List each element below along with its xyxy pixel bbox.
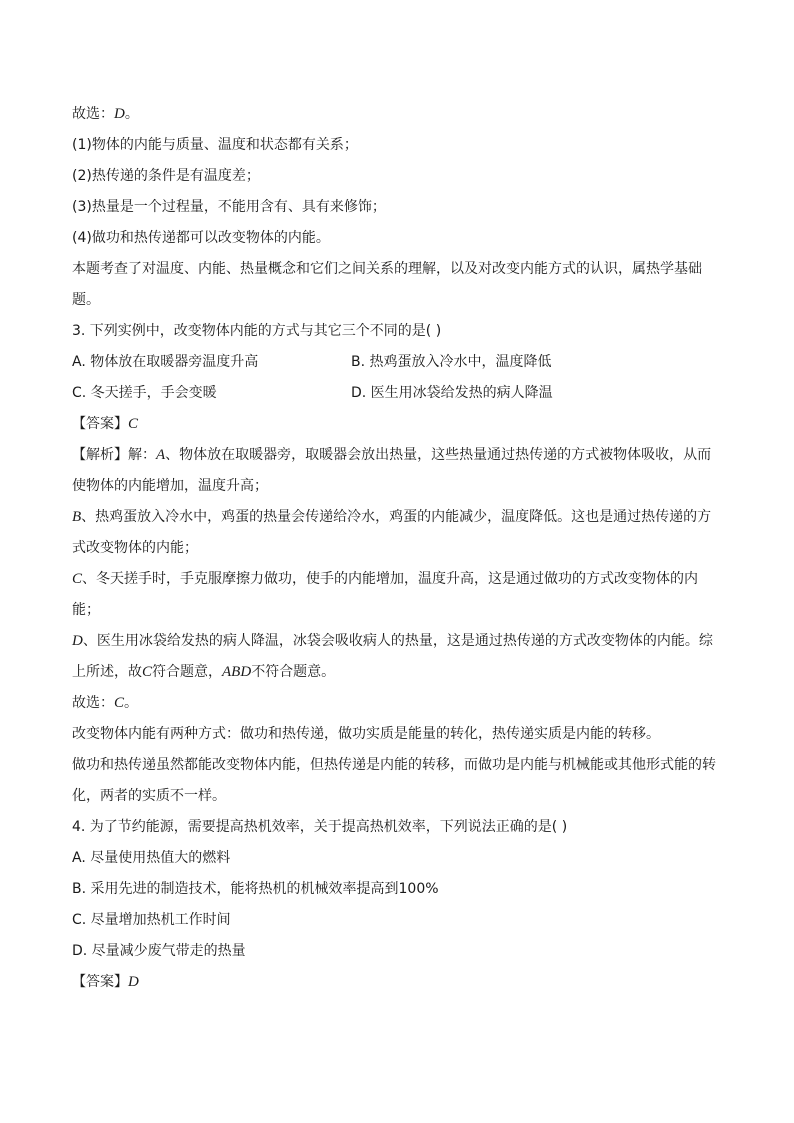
q3-analysis-d [72,626,722,688]
q2-choose-line [72,99,722,130]
choose-answer: C [114,695,125,711]
choose-prefix: 故选： [72,106,114,122]
q4-option-c: C. 尽量增加热机工作时间 [72,912,231,928]
answer-label: 【答案】 [72,416,128,432]
q2-point-1: (1)物体的内能与质量、温度和状态都有关系； [72,137,358,153]
q3-note-2: 做功和热传递虽然都能改变物体内能，但热传递是内能的转移，而做功是内能与机械能或其他形式能的转化，两者的实质不一样。 [72,757,716,804]
q3-stem: 3. 下列实例中，改变物体内能的方式与其它三个不同的是( ) [72,323,442,339]
analysis-d-abd: ABD [222,664,252,680]
choose-prefix: 故选： [72,695,114,711]
q3-options-row-1 [72,347,722,378]
choose-suffix: 。 [124,695,139,711]
option-letter-d: D [72,633,83,649]
q3-note-1: 改变物体内能有两种方式：做功和热传递，做功实质是能量的转化，热传递实质是内能的转移。 [72,726,660,742]
q3-option-b: B. 热鸡蛋放入冷水中，温度降低 [351,354,552,370]
q3-option-a: A. 物体放在取暖器旁温度升高 [72,354,259,370]
q3-options-row-2 [72,378,722,409]
choose-answer: D [114,106,125,122]
q4-answer: D [128,974,139,990]
analysis-lead: 解： [128,447,156,463]
q3-option-c: C. 冬天搓手，手会变暖 [72,385,217,401]
q3-analysis-c [72,564,722,626]
q4-answer-line [72,967,722,998]
q4-option-a: A. 尽量使用热值大的燃料 [72,850,231,866]
option-letter-c: C [72,571,83,587]
analysis-label: 【解析】 [72,447,128,463]
q2-point-3: (3)热量是一个过程量，不能用含有、具有来修饰； [72,199,386,215]
q3-choose-line [72,688,722,719]
q4-option-d: D. 尽量减少废气带走的热量 [72,943,246,959]
analysis-a-text: 、物体放在取暖器旁，取暖器会放出热量，这些热量通过热传递的方式被物体吸收，从而使物体的内能增加，温度升高； [72,447,712,494]
q3-answer-line [72,409,722,440]
analysis-c-text: 、冬天搓手时，手克服摩擦力做功，使手的内能增加，温度升高，这是通过做功的方式改变物体的内能； [72,571,699,618]
answer-label: 【答案】 [72,974,128,990]
page-content [72,99,722,998]
q4-stem: 4. 为了节约能源，需要提高热机效率，关于提高热机效率，下列说法正确的是( ) [72,819,568,835]
analysis-d-text-3: 不符合题意。 [251,664,336,680]
q3-answer: C [128,416,139,432]
q2-point-2: (2)热传递的条件是有温度差； [72,168,260,184]
q3-analysis-b [72,502,722,564]
q2-summary: 本题考查了对温度、内能、热量概念和它们之间关系的理解，以及对改变内能方式的认识，属热学基础题。 [72,261,702,308]
option-letter-b: B [72,509,82,525]
analysis-b-text: 、热鸡蛋放入冷水中，鸡蛋的热量会传递给冷水，鸡蛋的内能减少，温度降低。这也是通过热传递的方式改变物体的内能； [72,509,712,556]
q3-option-d: D. 医生用冰袋给发热的病人降温 [351,385,553,401]
q4-option-b: B. 采用先进的制造技术，能将热机的机械效率提高到100% [72,881,439,897]
analysis-d-text-1: 、医生用冰袋给发热的病人降温，冰袋会吸收病人的热量，这是通过热传递的方式改变物体的内能。综上所述，故 [72,633,713,680]
analysis-d-text-2: 符合题意， [152,664,223,680]
analysis-d-c: C [142,664,153,680]
q3-analysis-a [72,440,722,502]
option-letter-a: A [156,447,166,463]
q2-point-4: (4)做功和热传递都可以改变物体的内能。 [72,230,330,246]
choose-suffix: 。 [124,106,139,122]
